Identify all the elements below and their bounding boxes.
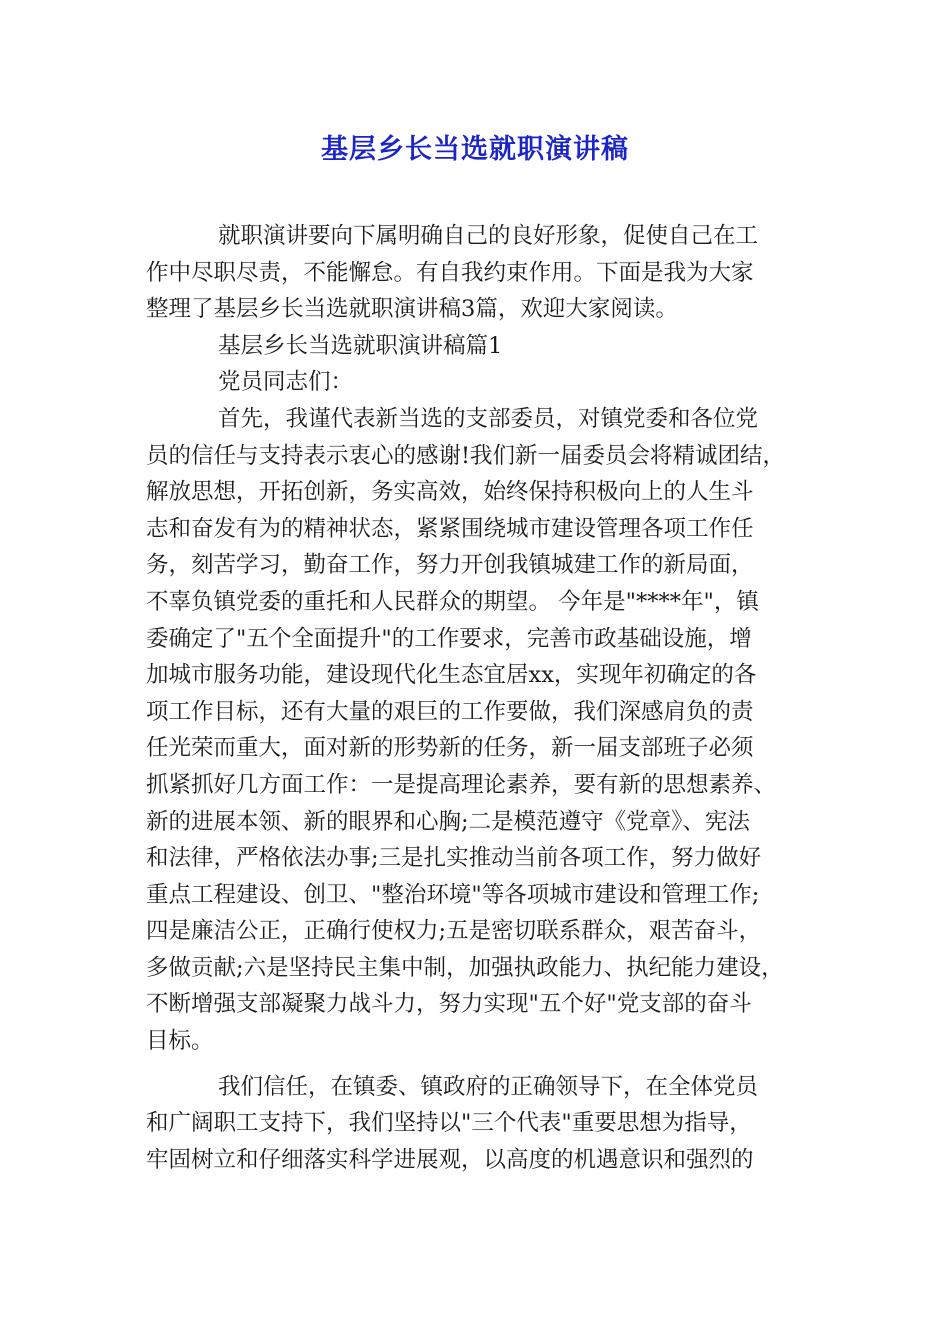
document-body	[146, 218, 826, 1178]
paragraph-line: 和法律，严格依法办事;三是扎实推动当前各项工作，努力做好	[146, 845, 762, 872]
intro-line: 就职演讲要向下属明确自己的良好形象，促使自己在工	[218, 223, 759, 249]
paragraph-line: 抓紧抓好几方面工作：一是提高理论素养，要有新的思想素养、	[146, 771, 777, 798]
paragraph-line: 不辜负镇党委的重托和人民群众的期望。 今年是"****年"，镇	[146, 588, 759, 615]
paragraph-line: 委确定了"五个全面提升"的工作要求，完善市政基础设施，增	[146, 625, 752, 652]
paragraph-line: 解放思想，开拓创新，务实高效，始终保持积极向上的人生斗	[146, 479, 754, 506]
paragraph-line: 新的进展本领、新的眼界和心胸;二是模范遵守《党章》、宪法	[146, 808, 750, 835]
paragraph-line: 项工作目标，还有大量的艰巨的工作要做，我们深感肩负的责	[146, 698, 754, 725]
paragraph-line: 加城市服务功能，建设现代化生态宜居xx，实现年初确定的各	[146, 662, 757, 689]
paragraph-line: 多做贡献;六是坚持民主集中制，加强执政能力、执纪能力建设，	[146, 954, 784, 981]
paragraph-line: 目标。	[146, 1028, 214, 1055]
paragraph-line: 志和奋发有为的精神状态，紧紧围绕城市建设管理各项工作任	[146, 515, 754, 542]
intro-line: 整理了基层乡长当选就职演讲稿3篇，欢迎大家阅读。	[146, 296, 678, 323]
paragraph-line: 牢固树立和仔细落实科学进展观，以高度的机遇意识和强烈的	[146, 1146, 754, 1173]
paragraph-line: 务，刻苦学习，勤奋工作，努力开创我镇城建工作的新局面，	[146, 552, 754, 579]
paragraph-line: 任光荣而重大，面对新的形势新的任务，新一届支部班子必须	[146, 735, 754, 762]
paragraph-line: 重点工程建设、创卫、"整治环境"等各项城市建设和管理工作;	[146, 881, 760, 908]
paragraph-line: 不断增强支部凝聚力战斗力，努力实现"五个好"党支部的奋斗	[146, 991, 752, 1018]
paragraph-line: 和广阔职工支持下，我们坚持以"三个代表"重要思想为指导，	[146, 1110, 752, 1137]
paragraph-spacer	[146, 1060, 826, 1069]
intro-line: 作中尽职尽责，不能懈怠。有自我约束作用。下面是我为大家	[146, 259, 754, 286]
section-heading: 基层乡长当选就职演讲稿篇1	[218, 332, 503, 359]
paragraph-line: 员的信任与支持表示衷心的感谢!我们新一届委员会将精诚团结，	[146, 442, 786, 469]
paragraph-line: 四是廉洁公正，正确行使权力;五是密切联系群众，艰苦奋斗，	[146, 918, 762, 945]
salutation: 党员同志们：	[218, 369, 354, 396]
paragraph-line: 首先，我谨代表新当选的支部委员，对镇党委和各位党	[218, 405, 759, 432]
document-title: 基层乡长当选就职演讲稿	[321, 134, 629, 165]
paragraph-line: 我们信任，在镇委、镇政府的正确领导下，在全体党员	[218, 1073, 759, 1100]
